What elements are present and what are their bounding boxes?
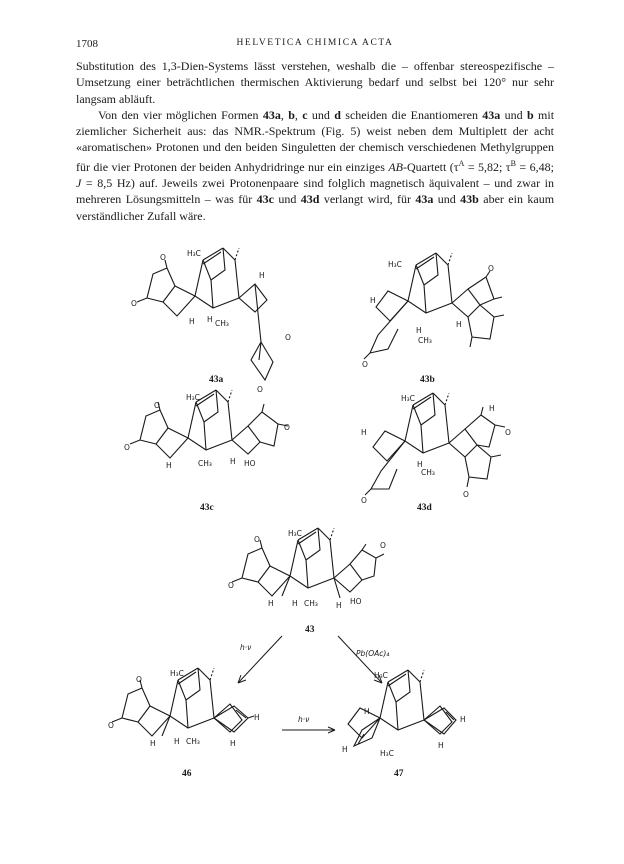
atom-label-h3c: H₃C bbox=[288, 529, 302, 538]
atom-label-h: H bbox=[292, 599, 298, 608]
paragraph-2: Von den vier möglichen Formen 43a, b, c und d scheiden die Enantiomeren 43a und b mit ziemlicher Sicherheit aus: das NMR.-Spektrum (Fig. 5) weist neben dem Multiplett der acht «aromatischen» Protonen und den beiden Singuletten der chemisch verschiedenen Methylgruppen für die vier Protonen der beiden Anhydridringe nur ein einziges AB-Quartett ($\tau^A = 5,82$; $\tau^B = 6,48$; J = 8,5 Hz) auf. Jeweils zwei Protonenpaare sind folglich magnetisch äquivalent – und zwar in mehreren Lösungsmitteln – was für 43c und 43d verlangt wird, für 43a und 43b aber ein kaum verständlicher Zufall wäre. bbox=[76, 107, 555, 223]
atom-label-h: H bbox=[268, 599, 274, 608]
compound-label-46: 46 bbox=[182, 769, 192, 779]
atom-label-h: H bbox=[207, 315, 213, 324]
structure-43b bbox=[362, 253, 504, 369]
atom-label-h: H bbox=[230, 457, 236, 466]
atom-label-h: H bbox=[489, 404, 495, 413]
atom-label-h: H bbox=[259, 271, 265, 280]
compound-label-43c: 43c bbox=[200, 503, 214, 513]
atom-label-o: O bbox=[488, 264, 494, 273]
atom-label-o: O bbox=[285, 333, 291, 342]
structure-43d bbox=[361, 393, 511, 505]
atom-label-o: O bbox=[505, 428, 511, 437]
atom-label-h: H bbox=[438, 741, 444, 750]
atom-label-ch3: CH₃ bbox=[418, 336, 432, 345]
atom-label-o: O bbox=[131, 299, 137, 308]
atom-label-h: H bbox=[342, 745, 348, 754]
atom-label-h3c: H₃C bbox=[186, 393, 200, 402]
atom-label-h3c: H₃C bbox=[380, 749, 394, 758]
structure-43a bbox=[131, 248, 291, 394]
atom-label-h: H bbox=[174, 737, 180, 746]
arrow-label-pboac4: Pb(OAc)₄ bbox=[356, 649, 390, 658]
atom-label-h: H bbox=[254, 713, 260, 722]
atom-label-h3c: H₃C bbox=[374, 671, 388, 680]
atom-label-h: H bbox=[417, 460, 423, 469]
compound-label-43b: 43b bbox=[420, 375, 435, 385]
arrow-label-hv-left: h·ν bbox=[240, 643, 252, 652]
atom-label-ho: HO bbox=[244, 459, 256, 468]
atom-label-ch3: CH₃ bbox=[186, 737, 200, 746]
atom-label-h3c: H₃C bbox=[170, 669, 184, 678]
atom-label-h3c: H₃C bbox=[401, 394, 415, 403]
atom-label-ho: HO bbox=[350, 597, 362, 606]
atom-label-ch3: CH₃ bbox=[215, 319, 229, 328]
atom-label-h: H bbox=[370, 296, 376, 305]
atom-label-o: O bbox=[380, 541, 386, 550]
arrow-label-hv-bottom: h·ν bbox=[298, 715, 310, 724]
compound-label-47: 47 bbox=[394, 769, 404, 779]
atom-label-h: H bbox=[150, 739, 156, 748]
atom-label-h: H bbox=[460, 715, 466, 724]
atom-label-h: H bbox=[166, 461, 172, 470]
compound-label-43d: 43d bbox=[417, 503, 432, 513]
compound-label-43a: 43a bbox=[209, 375, 224, 385]
atom-label-h: H bbox=[336, 601, 342, 610]
atom-label-ch3: CH₃ bbox=[198, 459, 212, 468]
page-number: 1708 bbox=[76, 38, 98, 50]
atom-label-h3c: H₃C bbox=[187, 249, 201, 258]
atom-label-o: O bbox=[254, 535, 260, 544]
atom-label-o: O bbox=[361, 496, 367, 505]
atom-label-h: H bbox=[456, 320, 462, 329]
atom-label-o: O bbox=[228, 581, 234, 590]
atom-label-o: O bbox=[154, 401, 160, 410]
atom-label-o: O bbox=[463, 490, 469, 499]
atom-label-o: O bbox=[108, 721, 114, 730]
structure-43c bbox=[124, 390, 290, 470]
structure-47 bbox=[342, 670, 466, 758]
atom-label-h: H bbox=[230, 739, 236, 748]
structure-46 bbox=[108, 668, 260, 748]
atom-label-ch3: CH₃ bbox=[304, 599, 318, 608]
atom-label-h3c: H₃C bbox=[388, 260, 402, 269]
structure-43 bbox=[228, 528, 386, 610]
atom-label-o: O bbox=[160, 253, 166, 262]
journal-title: HELVETICA CHIMICA ACTA bbox=[236, 38, 394, 48]
atom-label-o: O bbox=[136, 675, 142, 684]
atom-label-h: H bbox=[189, 317, 195, 326]
atom-label-o: O bbox=[257, 385, 263, 394]
atom-label-h: H bbox=[416, 326, 422, 335]
atom-label-o: O bbox=[284, 423, 290, 432]
atom-label-o: O bbox=[124, 443, 130, 452]
atom-label-ch3: CH₃ bbox=[421, 468, 435, 477]
compound-label-43: 43 bbox=[305, 625, 315, 635]
atom-label-h: H bbox=[364, 707, 370, 716]
paragraph-1: Substitution des 1,3-Dien-Systems lässt verstehen, weshalb die – offenbar stereospezifische – Umsetzung einer beträchtlichen thermischen Aktivierung bedarf und selbst bei 120° nur sehr langsam abläuft. bbox=[76, 59, 554, 106]
atom-label-h: H bbox=[361, 428, 367, 437]
atom-label-o: O bbox=[362, 360, 368, 369]
